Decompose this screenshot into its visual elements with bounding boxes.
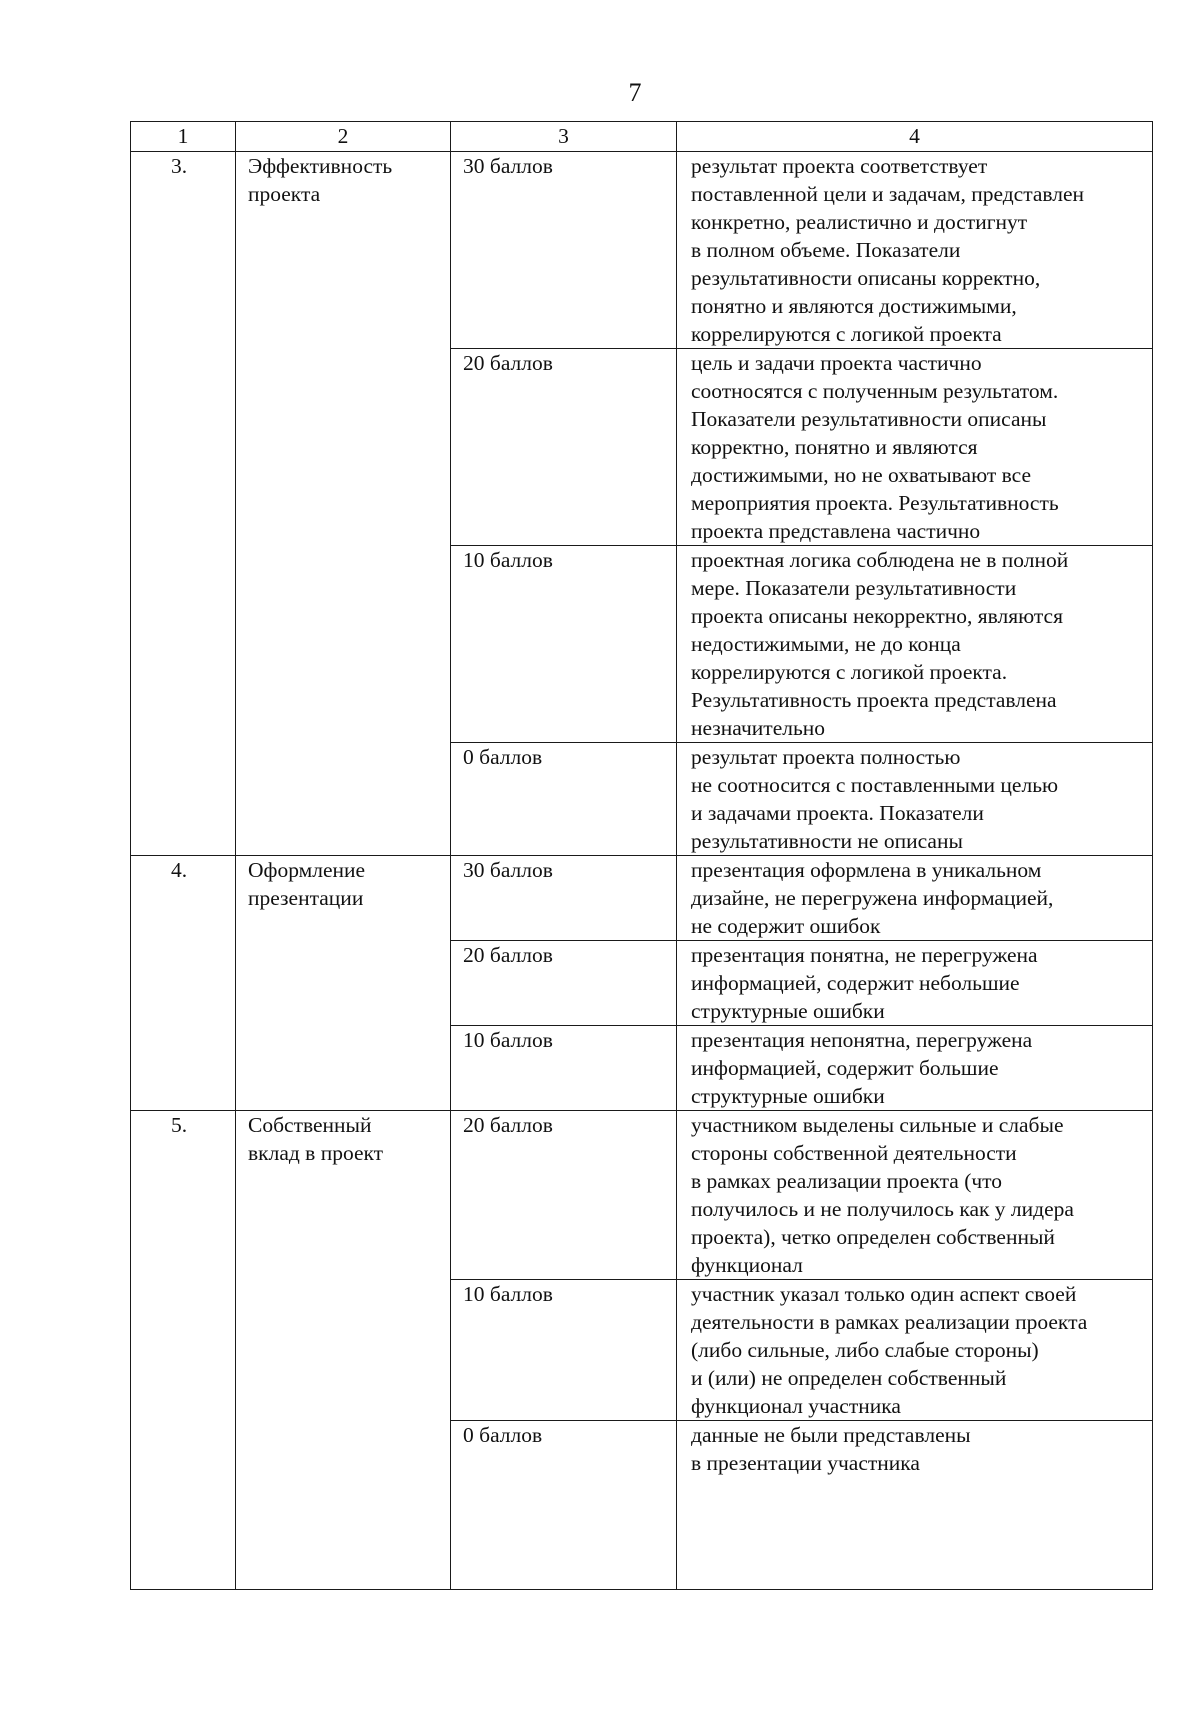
criterion-name: Оформление презентации xyxy=(236,856,451,1111)
table-header-row xyxy=(131,122,1153,152)
description-cell: данные не были представлены в презентации участника xyxy=(677,1421,1153,1590)
column-header: 3 xyxy=(451,122,677,152)
criterion-name: Эффективность проекта xyxy=(236,152,451,856)
score-cell: 0 баллов xyxy=(451,743,677,856)
description-cell: презентация понятна, не перегружена информацией, содержит небольшие структурные ошибки xyxy=(677,941,1153,1026)
score-cell: 10 баллов xyxy=(451,1280,677,1421)
score-cell: 0 баллов xyxy=(451,1421,677,1590)
score-cell: 20 баллов xyxy=(451,941,677,1026)
criterion-number: 5. xyxy=(131,1111,236,1590)
table-row xyxy=(131,152,1153,349)
score-cell: 20 баллов xyxy=(451,1111,677,1280)
criterion-number: 3. xyxy=(131,152,236,856)
description-cell: участник указал только один аспект своей деятельности в рамках реализации проекта (либо сильные, либо слабые стороны) и (или) не определен собственный функционал участника xyxy=(677,1280,1153,1421)
table-row xyxy=(131,1111,1153,1280)
criteria-table xyxy=(130,121,1153,1590)
column-header: 4 xyxy=(677,122,1153,152)
column-header: 1 xyxy=(131,122,236,152)
description-cell: цель и задачи проекта частично соотносятся с полученным результатом. Показатели результативности описаны корректно, понятно и являются достижимыми, но не охватывают все мероприятия проекта. Результативность проекта представлена частично xyxy=(677,349,1153,546)
score-cell: 30 баллов xyxy=(451,152,677,349)
criterion-number: 4. xyxy=(131,856,236,1111)
score-cell: 30 баллов xyxy=(451,856,677,941)
description-cell: презентация непонятна, перегружена информацией, содержит большие структурные ошибки xyxy=(677,1026,1153,1111)
description-cell: результат проекта полностью не соотносится с поставленными целью и задачами проекта. Показатели результативности не описаны xyxy=(677,743,1153,856)
description-cell: проектная логика соблюдена не в полной мере. Показатели результативности проекта описаны некорректно, являются недостижимыми, не до конца коррелируются с логикой проекта. Результативность проекта представлена незначительно xyxy=(677,546,1153,743)
column-header: 2 xyxy=(236,122,451,152)
page-number: 7 xyxy=(628,78,642,107)
criterion-name: Собственный вклад в проект xyxy=(236,1111,451,1590)
description-cell: участником выделены сильные и слабые стороны собственной деятельности в рамках реализации проекта (что получилось и не получилось как у лидера проекта), четко определен собственный функционал xyxy=(677,1111,1153,1280)
description-cell: презентация оформлена в уникальном дизайне, не перегружена информацией, не содержит ошибок xyxy=(677,856,1153,941)
score-cell: 10 баллов xyxy=(451,546,677,743)
table-row xyxy=(131,856,1153,941)
score-cell: 10 баллов xyxy=(451,1026,677,1111)
description-cell: результат проекта соответствует поставленной цели и задачам, представлен конкретно, реалистично и достигнут в полном объеме. Показатели результативности описаны корректно, понятно и являются достижимыми, коррелируются с логикой проекта xyxy=(677,152,1153,349)
score-cell: 20 баллов xyxy=(451,349,677,546)
